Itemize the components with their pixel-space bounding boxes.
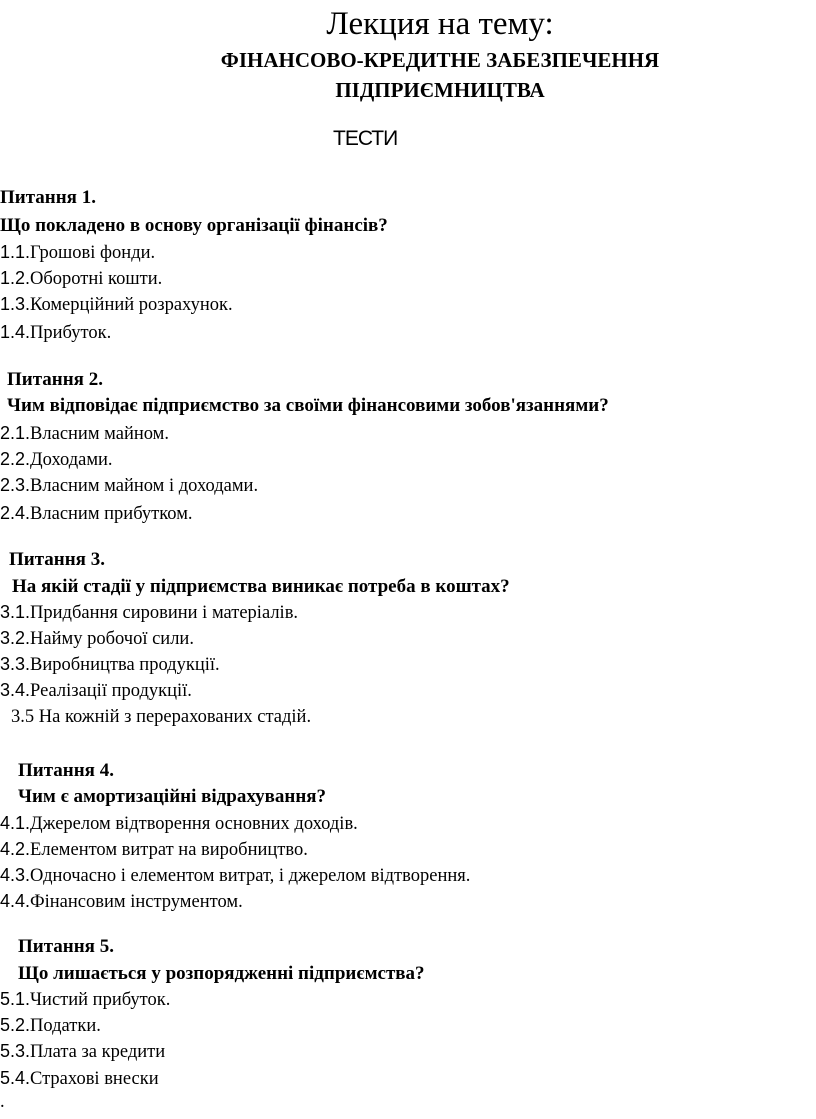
answer-3-3 <box>0 652 220 677</box>
lecture-subtitle-line2: ПІДПРИЄМНИЦТВА <box>335 78 545 102</box>
answer-text: Виробництва продукції. <box>30 655 220 675</box>
answer-1-3 <box>0 292 233 317</box>
answer-5-3 <box>0 1039 165 1064</box>
answer-text: Чистий прибуток. <box>30 990 171 1010</box>
answer-5-4 <box>0 1066 159 1091</box>
answer-number: 2.2. <box>0 449 31 469</box>
answer-3-2 <box>0 626 194 651</box>
answer-text: Власним майном і доходами. <box>30 476 259 496</box>
lecture-title: Лекция на тему: <box>326 6 554 42</box>
answer-text: Прибуток. <box>30 323 112 343</box>
answer-text: 3.5 На кожній з перерахованих стадій. <box>11 707 312 727</box>
answer-2-4 <box>0 501 193 526</box>
answer-3-1 <box>0 600 298 625</box>
answer-number: 3.3. <box>0 654 31 674</box>
question-2-text: Чим відповідає підприємство за своїми фінансовими зобов'язаннями? <box>7 395 609 416</box>
answer-number: 5.2. <box>0 1015 31 1035</box>
answer-number: 4.3. <box>0 865 31 885</box>
answer-text: Податки. <box>30 1016 101 1036</box>
answer-number: 1.1. <box>0 242 31 262</box>
answer-text: Доходами. <box>30 450 113 470</box>
answer-1-1 <box>0 240 155 265</box>
answer-3-5 <box>11 705 311 729</box>
answer-number: 3.1. <box>0 602 31 622</box>
question-2-heading: Питання 2. <box>7 369 103 390</box>
answer-4-2 <box>0 837 308 862</box>
lecture-subtitle-line1: ФІНАНСОВО-КРЕДИТНЕ ЗАБЕЗПЕЧЕННЯ <box>220 48 660 72</box>
answer-text: Одночасно і елементом витрат, і джерелом відтворення. <box>30 866 471 886</box>
question-4-text: Чим є амортизаційні відрахування? <box>18 786 327 807</box>
answer-text: Оборотні кошти. <box>30 269 163 289</box>
answer-number: 2.1. <box>0 423 31 443</box>
answer-1-4 <box>0 320 111 345</box>
question-3-heading: Питання 3. <box>9 549 105 570</box>
answer-number: 5.4. <box>0 1068 31 1088</box>
trailing-mark: . <box>0 1092 5 1112</box>
answer-text: Елементом витрат на виробництво. <box>30 840 308 860</box>
answer-number: 5.1. <box>0 989 31 1009</box>
answer-2-3 <box>0 473 258 498</box>
answer-4-4 <box>0 889 243 914</box>
answer-2-2 <box>0 447 113 472</box>
answer-5-2 <box>0 1013 101 1038</box>
answer-text: Плата за кредити <box>30 1042 166 1062</box>
answer-text: Грошові фонди. <box>30 243 156 263</box>
answer-number: 5.3. <box>0 1041 31 1061</box>
question-3-text: На якій стадії у підприємства виникає потреба в коштах? <box>12 576 510 597</box>
answer-3-4 <box>0 678 192 703</box>
answer-4-1 <box>0 811 358 836</box>
answer-number: 1.4. <box>0 322 31 342</box>
answer-number: 2.4. <box>0 503 31 523</box>
answer-2-1 <box>0 421 169 446</box>
answer-text: Найму робочої сили. <box>30 629 194 649</box>
question-5-heading: Питання 5. <box>18 936 114 957</box>
answer-text: Страхові внески <box>30 1069 159 1089</box>
section-heading-tests: ТЕСТИ <box>333 127 398 150</box>
answer-text: Придбання сировини і матеріалів. <box>30 603 299 623</box>
question-1-heading: Питання 1. <box>0 187 96 208</box>
answer-number: 3.2. <box>0 628 31 648</box>
answer-number: 1.3. <box>0 294 31 314</box>
answer-number: 1.2. <box>0 268 31 288</box>
answer-number: 3.4. <box>0 680 31 700</box>
answer-1-2 <box>0 266 162 291</box>
answer-text: Джерелом відтворення основних доходів. <box>30 814 358 834</box>
answer-text: Реалізації продукції. <box>30 681 192 701</box>
answer-text: Власним прибутком. <box>30 504 193 524</box>
question-4-heading: Питання 4. <box>18 760 114 781</box>
answer-4-3 <box>0 863 470 888</box>
answer-text: Власним майном. <box>30 424 169 444</box>
question-1-text: Що покладено в основу організації фінансів? <box>0 215 388 236</box>
answer-number: 2.3. <box>0 475 31 495</box>
answer-text: Фінансовим інструментом. <box>30 892 243 912</box>
answer-text: Комерційний розрахунок. <box>30 295 233 315</box>
answer-number: 4.1. <box>0 813 31 833</box>
question-5-text: Що лишається у розпорядженні підприємства? <box>18 963 425 984</box>
answer-5-1 <box>0 987 170 1012</box>
answer-number: 4.2. <box>0 839 31 859</box>
answer-number: 4.4. <box>0 891 31 911</box>
